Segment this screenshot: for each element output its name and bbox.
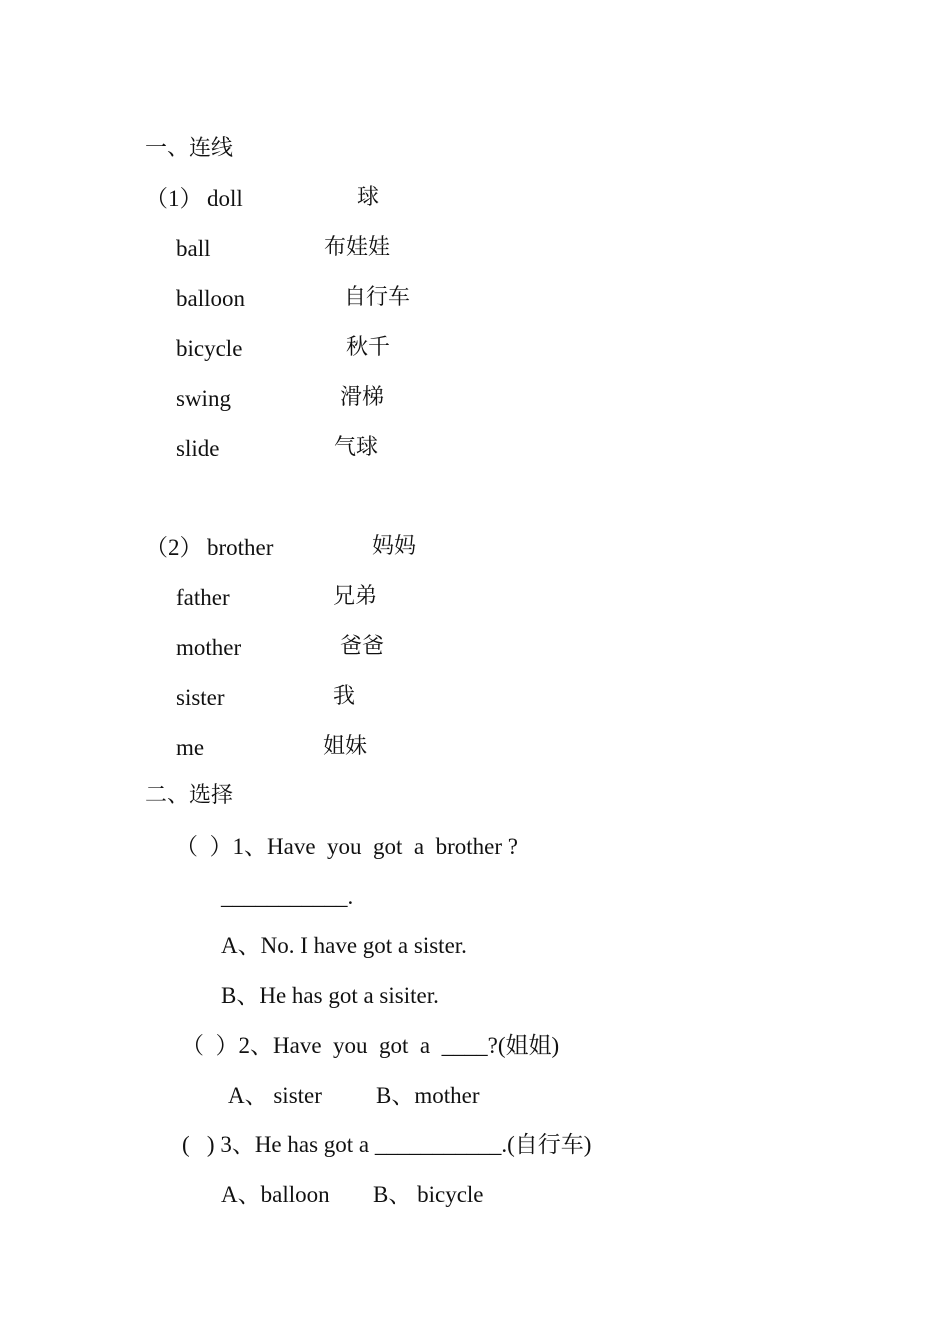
match-word-cn: 爸爸 xyxy=(340,634,385,659)
match-word-cn: 妈妈 xyxy=(372,534,417,559)
answer-blank: ___________. xyxy=(221,884,354,909)
match-word-en: father xyxy=(176,585,230,610)
match-word-cn: 布娃娃 xyxy=(324,235,391,260)
option-b: B、 bicycle xyxy=(373,1182,484,1207)
match-word-en: swing xyxy=(176,386,231,411)
section1-heading: 一、连线 xyxy=(145,136,234,161)
option-b: B、mother xyxy=(376,1083,480,1108)
match-word-en: me xyxy=(176,735,205,760)
match-word-cn: 兄弟 xyxy=(333,584,378,609)
group1-prefix: （1） xyxy=(145,186,203,211)
match-word-en: brother xyxy=(207,535,274,560)
match-word-en: bicycle xyxy=(176,336,243,361)
match-word-en: balloon xyxy=(176,286,245,311)
option-a: A、No. I have got a sister. xyxy=(221,933,467,958)
match-word-en: slide xyxy=(176,436,220,461)
match-word-cn: 滑梯 xyxy=(340,385,385,410)
question-2: （ ）2、Have you got a ____?(姐姐) xyxy=(181,1033,560,1058)
match-word-en: mother xyxy=(176,635,242,660)
match-word-en: ball xyxy=(176,236,211,261)
option-b: B、He has got a sisiter. xyxy=(221,983,439,1008)
match-word-cn: 气球 xyxy=(334,435,379,460)
match-word-cn: 我 xyxy=(333,684,356,709)
option-a: A、 sister xyxy=(228,1083,322,1108)
section2-heading: 二、选择 xyxy=(145,783,234,808)
match-word-cn: 姐妹 xyxy=(323,734,368,759)
match-word-en: doll xyxy=(207,186,243,211)
match-word-cn: 自行车 xyxy=(344,285,411,310)
option-a: A、balloon xyxy=(221,1182,330,1207)
match-word-cn: 秋千 xyxy=(346,335,391,360)
question-3: ( ) 3、He has got a ___________.(自行车) xyxy=(182,1132,592,1157)
group2-prefix: （2） xyxy=(145,535,203,560)
question-1: （ ）1、Have you got a brother ? xyxy=(175,834,519,859)
match-word-cn: 球 xyxy=(357,185,380,210)
match-word-en: sister xyxy=(176,685,225,710)
